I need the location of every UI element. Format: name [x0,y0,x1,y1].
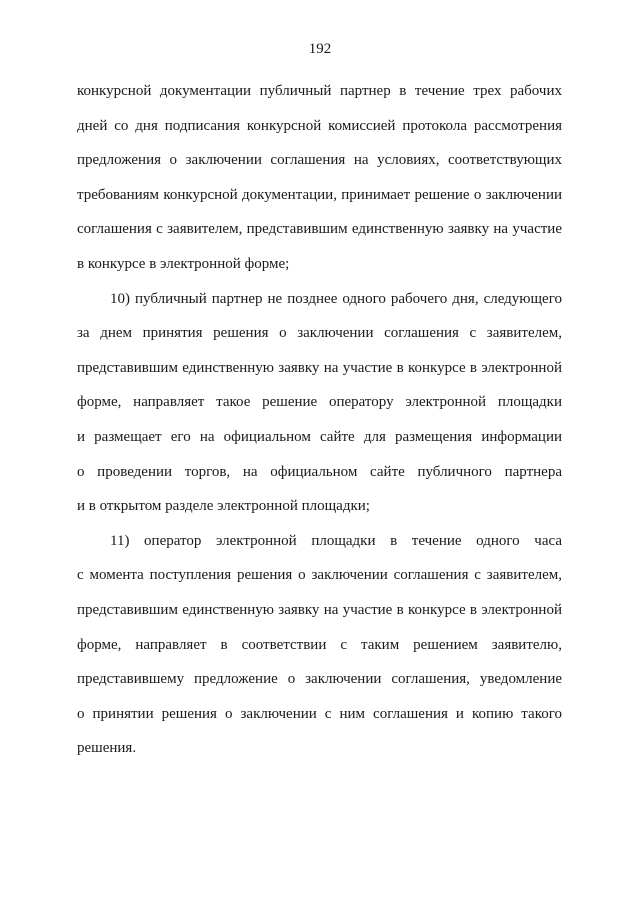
paragraph-item-11 [77,524,562,766]
text-line: о принятии решения о заключении с ним соглашения и копию такого [77,705,562,722]
text-line: 10) публичный партнер не позднее одного рабочего дня, следующего [110,290,562,307]
text-line: форме, направляет в соответствии с таким решением заявителю, [77,636,562,653]
text-line: и в открытом разделе электронной площадки; [77,498,370,515]
text-line: представившему предложение о заключении соглашения, уведомление [77,671,562,688]
page-number: 192 [308,41,332,57]
paragraph-continuation [77,74,562,282]
text-line: соглашения с заявителем, представившим единственную заявку на участие [77,221,562,238]
text-line: представившим единственную заявку на участие в конкурсе в электронной [77,601,562,618]
text-line: о проведении торгов, на официальном сайте публичного партнера [77,463,562,480]
text-line: в конкурсе в электронной форме; [77,255,290,272]
text-line: конкурсной документации публичный партнер в течение трех рабочих [77,83,562,99]
text-line: и размещает его на официальном сайте для размещения информации [77,428,562,445]
paragraph-item-10 [77,282,562,524]
text-line: представившим единственную заявку на участие в конкурсе в электронной [77,359,562,376]
text-line: дней со дня подписания конкурсной комиссией протокола рассмотрения [77,117,562,134]
text-line: 11) оператор электронной площадки в течение одного часа [110,532,562,549]
text-line: форме, направляет такое решение оператору электронной площадки [77,394,562,411]
text-line: предложения о заключении соглашения на условиях, соответствующих [77,152,562,169]
document-body [77,74,562,766]
text-line: требованиям конкурсной документации, принимает решение о заключении [77,186,562,203]
text-line: решения. [77,740,137,757]
text-line: с момента поступления решения о заключении соглашения с заявителем, [77,567,562,584]
text-line: за днем принятия решения о заключении соглашения с заявителем, [77,325,562,342]
